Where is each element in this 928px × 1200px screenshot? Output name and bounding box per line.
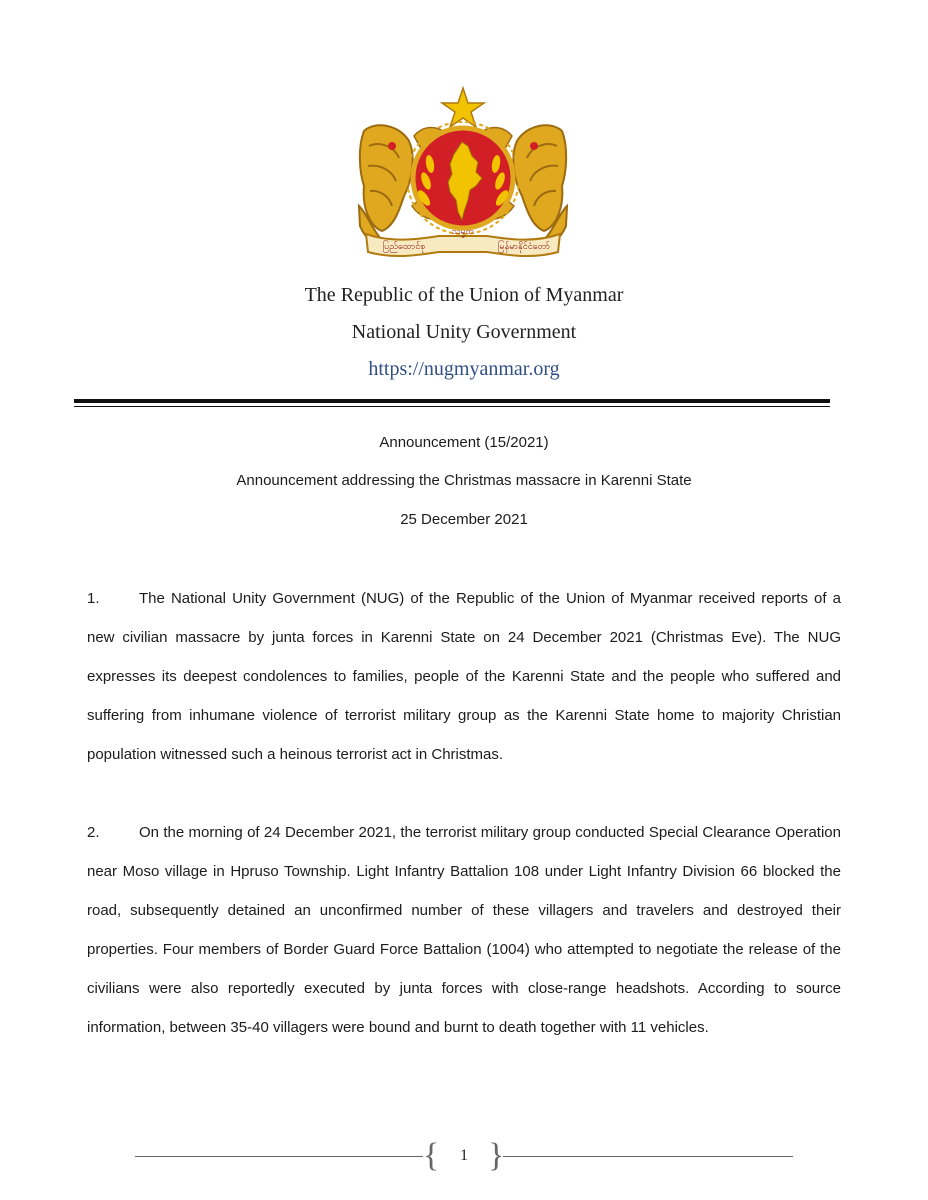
header-divider-thin — [74, 406, 830, 407]
banner-text-center: သမ္မတ — [451, 227, 475, 237]
left-lion-icon — [359, 125, 413, 246]
paragraph-number: 1. — [87, 590, 100, 607]
paragraph-2 — [87, 813, 841, 1047]
announcement-number: Announcement (15/2021) — [379, 434, 549, 451]
emblem-banner — [366, 227, 560, 256]
header-divider-thick — [74, 399, 830, 403]
right-lion-icon — [513, 125, 567, 246]
paragraph-text: The National Unity Government (NUG) of the Republic of the Union of Myanmar received reports of a new civilian massacre by junta forces in Karenni State on 24 December 2021 (Christmas Eve). The NUG expresses its deepest condolences to families, people of the Karenni State and the people who suffered and suffering from inhumane violence of terrorist military group as the Karenni State home to majority Christian population witnessed such a heinous terrorist act in Christmas. — [87, 590, 841, 763]
paragraph-number: 2. — [87, 824, 100, 841]
footer-rule-right — [503, 1156, 793, 1157]
paragraph-text: On the morning of 24 December 2021, the terrorist military group conducted Special Clearance Operation near Moso village in Hpruso Township. Light Infantry Battalion 108 under Light Infantry Division 66 blocked the road, subsequently detained an unconfirmed number of these villagers and travelers and destroyed their properties. Four members of Border Guard Force Battalion (1004) who attempted to negotiate the release of the civilians were also reportedly executed by junta forces with close-range headshots. According to source information, between 35-40 villagers were bound and burnt to death together with 11 vehicles. — [87, 824, 841, 1036]
republic-title: The Republic of the Union of Myanmar — [304, 284, 624, 306]
announcement-date: 25 December 2021 — [400, 511, 528, 528]
footer-rule-left — [135, 1156, 423, 1157]
government-title: National Unity Government — [351, 321, 577, 343]
banner-text-right: မြန်မာနိုင်ငံတော် — [497, 242, 551, 252]
website-link[interactable]: https://nugmyanmar.org — [368, 358, 560, 380]
paragraph-1 — [87, 579, 841, 774]
star-icon — [442, 88, 484, 127]
banner-text-left: ပြည်ထောင်စု — [382, 242, 426, 252]
state-emblem-seal — [354, 86, 572, 262]
page-number: 1 — [460, 1147, 468, 1164]
right-brace-icon: } — [488, 1137, 505, 1174]
announcement-subject: Announcement addressing the Christmas massacre in Karenni State — [236, 472, 692, 489]
left-brace-icon: { — [423, 1137, 440, 1174]
